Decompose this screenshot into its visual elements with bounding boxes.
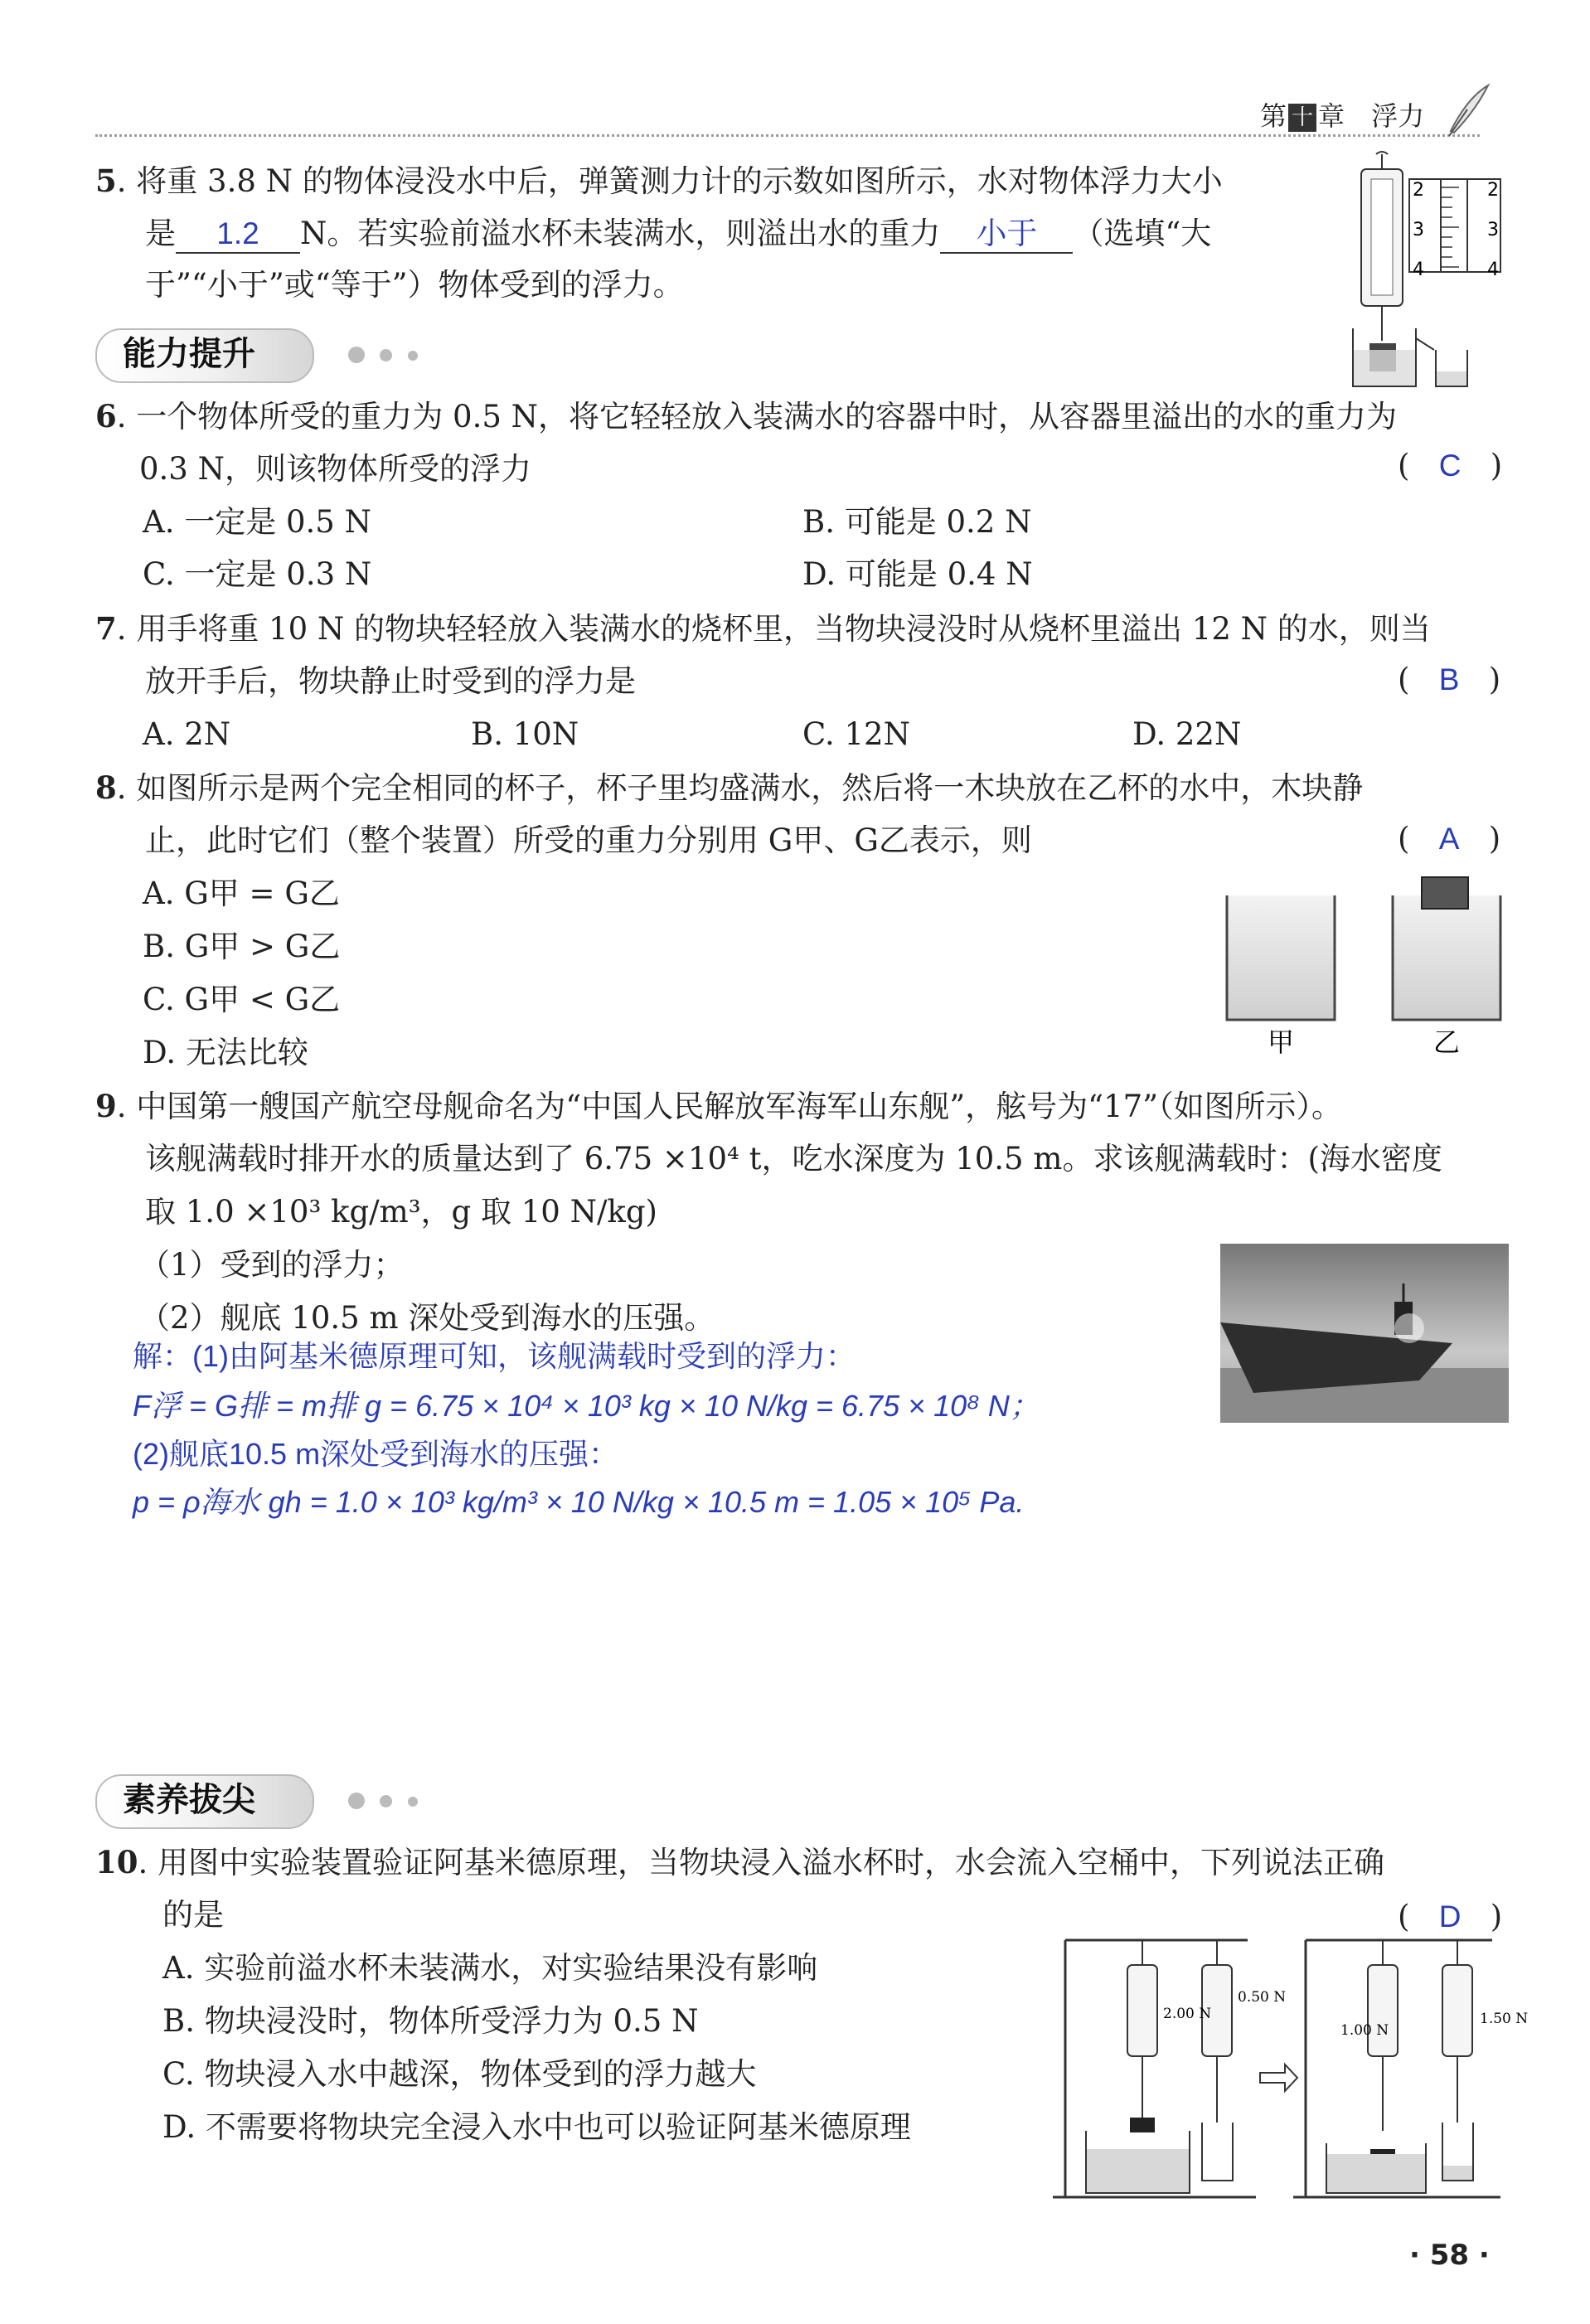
q9-line3: 取 1.0 ×10³ kg/m³，g 取 10 N/kg) <box>145 1194 657 1230</box>
q7-line1: 7. 用手将重 10 N 的物块轻轻放入装满水的烧杯里，当物块浸没时从烧杯里溢出 12 N 的水，则当 <box>95 610 1431 647</box>
q10-apparatus-figure <box>1049 1932 1529 2214</box>
q5-text3: 于”“小于”或“等于”）物体受到的浮力。 <box>145 267 684 303</box>
header-rule <box>95 134 1480 137</box>
q5-answer1: 1.2 <box>216 216 259 250</box>
q10-option-d: D. 不需要将物块完全浸入水中也可以验证阿基米德原理 <box>162 2109 911 2145</box>
meter-label-4: 1.50 N <box>1480 2011 1529 2027</box>
section-excellence-dot2 <box>380 1795 392 1807</box>
section-ability-dot2 <box>380 349 392 361</box>
q5-line2 <box>145 216 1211 254</box>
scale-left-2: 2 <box>1413 180 1424 201</box>
q6-line1: 6. 一个物体所受的重力为 0.5 N，将它轻轻放入装满水的容器中时，从容器里溢出的水的重力为 <box>95 398 1398 434</box>
q10-option-b: B. 物块浸没时，物体所受浮力为 0.5 N <box>162 2003 699 2039</box>
cup-label-jia: 甲 <box>1267 1026 1295 1058</box>
q5-text2c: （选填“大 <box>1073 216 1212 251</box>
q6-answer-paren: ( C ) <box>1398 448 1503 483</box>
q7-text1: 用手将重 10 N 的物块轻轻放入装满水的烧杯里，当物块浸没时从烧杯里溢出 12 N 的水，则当 <box>136 611 1431 647</box>
q9-solution-line2: F浮 = G排 = m排 g = 6.75 × 10⁴ × 10³ kg × 10 N/kg = 6.75 × 10⁸ N； <box>133 1389 1040 1423</box>
scale-right-3: 3 <box>1487 220 1499 240</box>
section-excellence-title: 素养拔尖 <box>123 1781 255 1819</box>
q5-blank1 <box>176 216 300 254</box>
q9-line2: 该舰满载时排开水的质量达到了 6.75 ×10⁴ t，吃水深度为 10.5 m。求该舰满载时：(海水密度 <box>145 1141 1442 1177</box>
q6-text2: 0.3 N，则该物体所受的浮力 <box>139 451 531 487</box>
q9-solution-line4: p = ρ海水 gh = 1.0 × 10³ kg/m³ × 10 N/kg × 10.5 m = 1.05 × 10⁵ Pa. <box>133 1485 1025 1519</box>
section-excellence-dot3 <box>408 1797 418 1807</box>
q8-line2 <box>145 822 1032 859</box>
q10-text1: 用图中实验装置验证阿基米德原理，当物块浸入溢水杯时，水会流入空桶中，下列说法正确 <box>158 1845 1385 1880</box>
q8-option-d: D. 无法比较 <box>143 1035 308 1070</box>
q9-solution-line3: (2)舰底10.5 m深处受到海水的压强： <box>133 1437 619 1471</box>
q5-number: 5 <box>95 163 117 199</box>
q6-option-d: D. 可能是 0.4 N <box>802 556 1033 592</box>
q6-text1: 一个物体所受的重力为 0.5 N，将它轻轻放入装满水的容器中时，从容器里溢出的水的重力为 <box>136 399 1398 434</box>
q5-blank2 <box>940 216 1073 254</box>
q5-text1: 将重 3.8 N 的物体浸没水中后，弹簧测力计的示数如图所示，水对物体浮力大小 <box>136 163 1223 199</box>
chapter-title: 浮力 <box>1371 100 1425 132</box>
q8-number: 8 <box>95 769 117 806</box>
meter-label-1: 2.00 N <box>1163 2006 1212 2022</box>
section-ability-dot1 <box>348 347 365 363</box>
q6-option-c: C. 一定是 0.3 N <box>143 556 372 592</box>
meter-label-2: 0.50 N <box>1238 1989 1287 2006</box>
q5-text2a: 是 <box>145 216 176 251</box>
q10-answer: D <box>1438 1899 1462 1933</box>
q9-solution-line1: 解：(1)由阿基米德原理可知，该舰满载时受到的浮力： <box>133 1339 856 1373</box>
q8-answer-paren: ( A ) <box>1398 821 1501 856</box>
page-number: · 58 · <box>1409 2239 1490 2272</box>
q8-cups-figure <box>1219 871 1517 1061</box>
q5-spring-scale-figure <box>1343 154 1509 395</box>
quill-icon <box>1442 81 1492 139</box>
q7-option-d: D. 22N <box>1132 716 1242 752</box>
q7-answer: B <box>1438 662 1460 696</box>
q5-answer2: 小于 <box>976 216 1038 250</box>
scale-right-2: 2 <box>1487 180 1499 201</box>
q9-number: 9 <box>95 1088 117 1124</box>
q10-answer-paren: ( D ) <box>1398 1899 1503 1934</box>
scale-left-4: 4 <box>1413 260 1424 280</box>
q9-line1: 9. 中国第一艘国产航空母舰命名为“中国人民解放军海军山东舰”，舷号为“17”（如图所示）。 <box>95 1088 1343 1124</box>
q10-option-c: C. 物块浸入水中越深，物体受到的浮力越大 <box>162 2056 757 2092</box>
q8-option-c: C. G甲 < G乙 <box>143 982 341 1017</box>
q6-answer: C <box>1438 449 1462 483</box>
q6-option-a: A. 一定是 0.5 N <box>143 504 371 540</box>
chapter-suffix: 章 <box>1318 100 1345 132</box>
q6-number: 6 <box>95 398 117 434</box>
q5-text2b: N。若实验前溢水杯未装满水，则溢出水的重力 <box>300 216 941 251</box>
q8-line1: 8. 如图所示是两个完全相同的杯子，杯子里均盛满水，然后将一木块放在乙杯的水中，木块静 <box>95 769 1364 806</box>
q7-option-b: B. 10N <box>471 716 579 752</box>
chapter-number-box: 十 <box>1288 104 1316 132</box>
q7-option-a: A. 2N <box>143 716 231 752</box>
q7-text2: 放开手后，物块静止时受到的浮力是 <box>145 663 636 699</box>
q7-option-c: C. 12N <box>802 716 910 752</box>
section-ability-dot3 <box>408 351 418 361</box>
q9-text1: 中国第一艘国产航空母舰命名为“中国人民解放军海军山东舰”，舷号为“17”（如图所示）。 <box>136 1089 1343 1124</box>
chapter-prefix: 第 <box>1260 100 1287 132</box>
q7-number: 7 <box>95 610 117 647</box>
q8-text2: 止，此时它们（整个装置）所受的重力分别用 G甲、G乙表示，则 <box>145 822 1032 858</box>
chapter-header <box>1260 98 1424 134</box>
q5-line1: 5. 将重 3.8 N 的物体浸没水中后，弹簧测力计的示数如图所示，水对物体浮力大小 <box>95 163 1223 199</box>
q7-line2 <box>145 663 636 700</box>
q8-option-b: B. G甲 > G乙 <box>143 929 341 964</box>
q10-number: 10 <box>95 1844 138 1880</box>
scale-right-4: 4 <box>1487 260 1499 280</box>
q6-option-b: B. 可能是 0.2 N <box>802 504 1032 540</box>
q8-option-a: A. G甲 = G乙 <box>143 876 340 911</box>
q10-line2: 的是 <box>162 1897 224 1933</box>
q6-line2 <box>139 451 531 488</box>
q10-option-a: A. 实验前溢水杯未装满水，对实验结果没有影响 <box>162 1950 818 1986</box>
q5-line3 <box>145 267 684 303</box>
q8-text1: 如图所示是两个完全相同的杯子，杯子里均盛满水，然后将一木块放在乙杯的水中，木块静 <box>136 770 1364 806</box>
scale-left-3: 3 <box>1413 220 1424 240</box>
aircraft-carrier-photo <box>1220 1244 1509 1423</box>
q9-sub2: （2）舰底 10.5 m 深处受到海水的压强。 <box>139 1300 715 1336</box>
section-ability-title: 能力提升 <box>123 335 255 373</box>
q7-answer-paren: ( B ) <box>1398 662 1501 697</box>
q9-sub1: （1）受到的浮力； <box>139 1247 405 1283</box>
q8-answer: A <box>1438 822 1460 856</box>
cup-label-yi: 乙 <box>1432 1026 1461 1058</box>
meter-label-3: 1.00 N <box>1340 2022 1389 2039</box>
q10-line1: 10. 用图中实验装置验证阿基米德原理，当物块浸入溢水杯时，水会流入空桶中，下列说法正确 <box>95 1844 1385 1880</box>
section-excellence-dot1 <box>348 1793 365 1809</box>
